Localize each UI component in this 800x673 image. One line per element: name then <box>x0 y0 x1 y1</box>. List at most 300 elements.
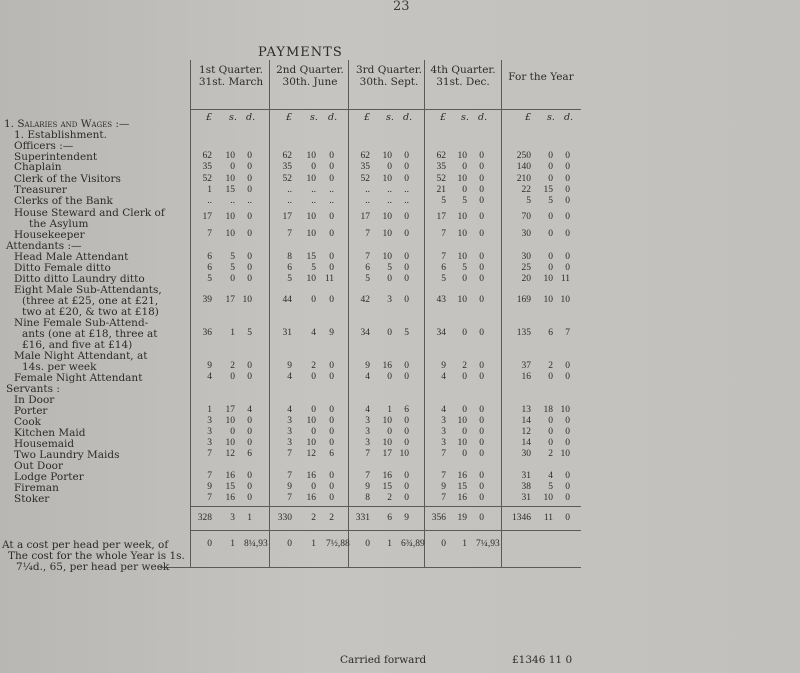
cell-cost: 0 <box>441 539 446 549</box>
cell-treasurer: .. <box>387 185 392 195</box>
cell-lodge-porter: 31 <box>521 471 531 481</box>
cell-house-steward: 70 <box>521 212 531 222</box>
cell-clerk-visitors: 0 <box>247 174 252 184</box>
lsd-header: s. <box>461 112 469 123</box>
cell-clerks-bank: 5 <box>548 196 553 206</box>
cell-house-steward: 10 <box>225 212 235 222</box>
cell-house-steward: 17 <box>436 212 446 222</box>
cell-stoker: 10 <box>543 493 553 503</box>
cell-housekeeper: 0 <box>404 229 409 239</box>
subtotal-rule <box>190 506 581 507</box>
cell-house-steward: 17 <box>202 212 212 222</box>
cell-stoker: 8 <box>365 493 370 503</box>
cell-lodge-porter: 7 <box>365 471 370 481</box>
cell-ditto-female: 25 <box>521 263 531 273</box>
cell-stoker: 0 <box>479 493 484 503</box>
cell-totals: 2 <box>311 513 316 523</box>
cell-head-male: 0 <box>404 252 409 262</box>
cell-stoker: 7 <box>441 493 446 503</box>
cell-stoker: 16 <box>306 493 316 503</box>
cell-lodge-porter: 16 <box>382 471 392 481</box>
cell-laundry-maids: 12 <box>225 449 235 459</box>
cell-eight-male: 43 <box>436 295 446 305</box>
cell-housemaid: 3 <box>365 438 370 448</box>
cell-cost: 1 <box>230 539 235 549</box>
lsd-header: £ <box>206 112 213 123</box>
cell-clerk-visitors: 10 <box>382 174 392 184</box>
label-servants: Servants : <box>6 383 60 395</box>
cell-head-male: 7 <box>441 252 446 262</box>
cell-laundry-maids: 10 <box>399 449 409 459</box>
carried-forward-amount: £1346 11 0 <box>512 654 573 666</box>
cell-ditto-female: 0 <box>565 263 570 273</box>
cell-totals: 11 <box>543 513 553 523</box>
label-eight-male: Eight Male Sub-Attendants, <box>14 284 162 296</box>
cell-cook: 14 <box>521 416 531 426</box>
cell-cook: 10 <box>457 416 467 426</box>
cell-chaplain: 0 <box>329 162 334 172</box>
cell-superintendent: 10 <box>457 151 467 161</box>
cell-treasurer: 15 <box>225 185 235 195</box>
label-cost-2: The cost for the whole Year is 1s. <box>8 550 185 562</box>
cell-male-night: 9 <box>365 361 370 371</box>
cell-cook: 3 <box>365 416 370 426</box>
cell-male-night: 2 <box>462 361 467 371</box>
cell-kitchen-maid: 0 <box>548 427 553 437</box>
cell-head-male: 7 <box>365 252 370 262</box>
cell-clerks-bank: .. <box>329 196 334 206</box>
cell-porter: 17 <box>225 405 235 415</box>
page-title: PAYMENTS <box>258 45 343 60</box>
cell-nine-female: 135 <box>516 328 531 338</box>
cell-treasurer: 0 <box>565 185 570 195</box>
cell-clerks-bank: .. <box>207 196 212 206</box>
cell-head-male: 0 <box>329 252 334 262</box>
cell-stoker: 0 <box>247 493 252 503</box>
cell-nine-female: 1 <box>230 328 235 338</box>
cell-eight-male: 10 <box>457 295 467 305</box>
cell-treasurer: 21 <box>436 185 446 195</box>
cell-cook: 3 <box>287 416 292 426</box>
cell-cost: 1 <box>387 539 392 549</box>
cell-male-night: 9 <box>207 361 212 371</box>
cell-stoker: 7 <box>207 493 212 503</box>
cell-fireman: 15 <box>457 482 467 492</box>
cell-male-night: 2 <box>230 361 235 371</box>
cell-ditto-laundry: 20 <box>521 274 531 284</box>
cell-clerk-visitors: 0 <box>479 174 484 184</box>
cell-eight-male: 0 <box>329 295 334 305</box>
cell-superintendent: 10 <box>225 151 235 161</box>
cell-clerks-bank: .. <box>311 196 316 206</box>
cell-head-male: 0 <box>247 252 252 262</box>
cell-housemaid: 10 <box>306 438 316 448</box>
cell-fireman: 0 <box>479 482 484 492</box>
cell-laundry-maids: 6 <box>247 449 252 459</box>
cell-cost: 0 <box>365 539 370 549</box>
cell-ditto-female: 5 <box>462 263 467 273</box>
cell-treasurer: 0 <box>462 185 467 195</box>
cell-house-steward: 17 <box>282 212 292 222</box>
cell-housekeeper: 10 <box>306 229 316 239</box>
cell-chaplain: 0 <box>230 162 235 172</box>
cell-housemaid: 0 <box>404 438 409 448</box>
cell-lodge-porter: 0 <box>247 471 252 481</box>
cell-laundry-maids: 0 <box>479 449 484 459</box>
cell-lodge-porter: 0 <box>479 471 484 481</box>
cell-nine-female: 7 <box>565 328 570 338</box>
cell-nine-female: 6 <box>548 328 553 338</box>
cell-female-night: 16 <box>521 372 531 382</box>
label-superintendent: Superintendent <box>14 151 98 163</box>
lsd-header: d. <box>564 112 574 123</box>
cell-clerks-bank: .. <box>404 196 409 206</box>
cell-lodge-porter: 7 <box>207 471 212 481</box>
cell-chaplain: 35 <box>360 162 370 172</box>
cell-treasurer: 1 <box>207 185 212 195</box>
cell-porter: 4 <box>247 405 252 415</box>
lsd-header: d. <box>403 112 413 123</box>
cell-housekeeper: 0 <box>329 229 334 239</box>
cell-female-night: 0 <box>329 372 334 382</box>
cell-kitchen-maid: 12 <box>521 427 531 437</box>
cell-female-night: 0 <box>247 372 252 382</box>
cell-housemaid: 10 <box>457 438 467 448</box>
cell-cook: 0 <box>548 416 553 426</box>
cell-superintendent: 0 <box>329 151 334 161</box>
label-nine-female-cont: ants (one at £18, three at <box>22 328 158 340</box>
label-treasurer: Treasurer <box>14 184 67 196</box>
carried-forward-label: Carried forward <box>340 654 427 666</box>
cell-lodge-porter: 16 <box>306 471 316 481</box>
cell-nine-female: 36 <box>202 328 212 338</box>
cell-ditto-laundry: 0 <box>247 274 252 284</box>
cell-housekeeper: 7 <box>365 229 370 239</box>
cell-cost: 6¾,89 <box>401 539 425 549</box>
cell-housekeeper: 0 <box>479 229 484 239</box>
label-eight-male-cont: two at £20, & two at £18) <box>22 306 159 318</box>
cell-kitchen-maid: 3 <box>441 427 446 437</box>
cell-treasurer: .. <box>404 185 409 195</box>
cell-totals: 1346 <box>512 513 531 523</box>
cell-fireman: 38 <box>521 482 531 492</box>
cell-fireman: 0 <box>311 482 316 492</box>
cell-clerk-visitors: 10 <box>225 174 235 184</box>
cell-house-steward: 17 <box>360 212 370 222</box>
cell-eight-male: 0 <box>311 295 316 305</box>
lsd-header: £ <box>440 112 447 123</box>
cell-housemaid: 10 <box>382 438 392 448</box>
cell-head-male: 0 <box>479 252 484 262</box>
label-chaplain: Chaplain <box>14 161 62 173</box>
bottom-rule <box>160 567 581 568</box>
label-out-door: Out Door <box>14 460 64 472</box>
cell-housekeeper: 7 <box>287 229 292 239</box>
cell-house-steward: 10 <box>306 212 316 222</box>
label-male-night: Male Night Attendant, at <box>14 350 148 362</box>
label-clerk-visitors: Clerk of the Visitors <box>14 173 121 185</box>
cell-house-steward: 0 <box>565 212 570 222</box>
cell-totals: 0 <box>479 513 484 523</box>
cell-housemaid: 0 <box>329 438 334 448</box>
cell-chaplain: 35 <box>202 162 212 172</box>
cell-housekeeper: 7 <box>441 229 446 239</box>
cell-superintendent: 62 <box>282 151 292 161</box>
col-header-q4: 4th Quarter. 31st. Dec. <box>430 64 496 88</box>
cell-treasurer: 22 <box>521 185 531 195</box>
cell-totals: 2 <box>329 513 334 523</box>
cell-fireman: 0 <box>565 482 570 492</box>
cell-treasurer: .. <box>287 185 292 195</box>
lsd-header: £ <box>286 112 293 123</box>
label-stoker: Stoker <box>14 493 50 505</box>
cell-female-night: 0 <box>404 372 409 382</box>
cell-female-night: 0 <box>311 372 316 382</box>
cell-laundry-maids: 7 <box>207 449 212 459</box>
cell-head-male: 30 <box>521 252 531 262</box>
cell-housemaid: 0 <box>565 438 570 448</box>
cell-porter: 4 <box>287 405 292 415</box>
cell-clerks-bank: .. <box>365 196 370 206</box>
cell-ditto-laundry: 0 <box>462 274 467 284</box>
cell-housemaid: 0 <box>479 438 484 448</box>
cell-fireman: 9 <box>441 482 446 492</box>
lsd-header: d. <box>478 112 488 123</box>
cell-clerk-visitors: 10 <box>457 174 467 184</box>
cell-clerk-visitors: 0 <box>404 174 409 184</box>
cell-head-male: 8 <box>287 252 292 262</box>
label-cost-3: 7¼d., 65, per head per week <box>16 561 170 573</box>
page-number: 23 <box>393 0 410 14</box>
cell-ditto-female: 0 <box>404 263 409 273</box>
cell-ditto-female: 5 <box>230 263 235 273</box>
cell-laundry-maids: 12 <box>306 449 316 459</box>
cell-stoker: 0 <box>329 493 334 503</box>
cell-housekeeper: 0 <box>548 229 553 239</box>
cell-totals: 9 <box>404 513 409 523</box>
cell-eight-male: 39 <box>202 295 212 305</box>
cell-chaplain: 140 <box>516 162 531 172</box>
cell-superintendent: 0 <box>404 151 409 161</box>
cell-ditto-female: 6 <box>287 263 292 273</box>
cell-porter: 1 <box>387 405 392 415</box>
cell-nine-female: 0 <box>479 328 484 338</box>
cell-porter: 4 <box>441 405 446 415</box>
cell-superintendent: 0 <box>565 151 570 161</box>
cell-female-night: 4 <box>287 372 292 382</box>
cell-porter: 13 <box>521 405 531 415</box>
cell-totals: 1 <box>247 513 252 523</box>
cell-cost: 7¼,93 <box>476 539 500 549</box>
cell-nine-female: 5 <box>247 328 252 338</box>
cell-cook: 0 <box>247 416 252 426</box>
cell-chaplain: 0 <box>247 162 252 172</box>
cell-porter: 0 <box>479 405 484 415</box>
cell-ditto-female: 5 <box>387 263 392 273</box>
cell-female-night: 0 <box>565 372 570 382</box>
label-attendants: Attendants :— <box>6 240 82 252</box>
cell-clerks-bank: 0 <box>565 196 570 206</box>
cell-laundry-maids: 30 <box>521 449 531 459</box>
cell-ditto-laundry: 11 <box>560 274 570 284</box>
cell-head-male: 6 <box>207 252 212 262</box>
lsd-header: s. <box>310 112 318 123</box>
cell-lodge-porter: 16 <box>225 471 235 481</box>
cell-cost: 8¼,93 <box>244 539 268 549</box>
cell-ditto-laundry: 5 <box>365 274 370 284</box>
cell-totals: 330 <box>277 513 292 523</box>
cell-female-night: 0 <box>462 372 467 382</box>
cell-clerks-bank: 5 <box>462 196 467 206</box>
cell-kitchen-maid: 3 <box>207 427 212 437</box>
cell-nine-female: 9 <box>329 328 334 338</box>
cell-cook: 0 <box>329 416 334 426</box>
label-in-door: In Door <box>14 394 55 406</box>
cell-clerks-bank: 5 <box>441 196 446 206</box>
cell-chaplain: 0 <box>565 162 570 172</box>
cell-cost: 0 <box>207 539 212 549</box>
cell-ditto-laundry: 5 <box>207 274 212 284</box>
lsd-header: d. <box>246 112 256 123</box>
cell-cook: 3 <box>207 416 212 426</box>
cell-superintendent: 62 <box>202 151 212 161</box>
cell-nine-female: 34 <box>436 328 446 338</box>
lsd-header: £ <box>364 112 371 123</box>
cell-ditto-female: 0 <box>329 263 334 273</box>
cell-porter: 10 <box>560 405 570 415</box>
cell-head-male: 0 <box>548 252 553 262</box>
label-cost-1: At a cost per head per week, of <box>2 539 169 551</box>
cell-porter: 18 <box>543 405 553 415</box>
cell-lodge-porter: 7 <box>287 471 292 481</box>
cell-chaplain: 0 <box>479 162 484 172</box>
cell-housekeeper: 0 <box>247 229 252 239</box>
cell-stoker: 0 <box>565 493 570 503</box>
label-ditto-female: Ditto Female ditto <box>14 262 111 274</box>
cell-totals: 328 <box>197 513 212 523</box>
cell-totals: 331 <box>355 513 370 523</box>
cell-female-night: 4 <box>365 372 370 382</box>
cell-nine-female: 4 <box>311 328 316 338</box>
cell-housemaid: 0 <box>548 438 553 448</box>
cell-clerk-visitors: 0 <box>565 174 570 184</box>
cell-clerks-bank: .. <box>287 196 292 206</box>
cell-female-night: 4 <box>207 372 212 382</box>
cell-clerk-visitors: 52 <box>282 174 292 184</box>
cell-laundry-maids: 2 <box>548 449 553 459</box>
cell-kitchen-maid: 0 <box>311 427 316 437</box>
cell-lodge-porter: 0 <box>404 471 409 481</box>
cell-fireman: 0 <box>404 482 409 492</box>
cell-kitchen-maid: 0 <box>462 427 467 437</box>
cell-treasurer: 0 <box>479 185 484 195</box>
cell-eight-male: 10 <box>560 295 570 305</box>
cell-totals: 6 <box>387 513 392 523</box>
cell-laundry-maids: 6 <box>329 449 334 459</box>
cell-chaplain: 35 <box>436 162 446 172</box>
cell-lodge-porter: 16 <box>457 471 467 481</box>
cell-female-night: 0 <box>387 372 392 382</box>
cell-clerks-bank: .. <box>387 196 392 206</box>
cell-cook: 10 <box>225 416 235 426</box>
total-rule <box>190 530 581 531</box>
cell-laundry-maids: 7 <box>441 449 446 459</box>
cell-head-male: 10 <box>457 252 467 262</box>
cell-housekeeper: 7 <box>207 229 212 239</box>
label-male-night-cont: 14s. per week <box>22 361 97 373</box>
cell-superintendent: 10 <box>382 151 392 161</box>
cell-superintendent: 0 <box>548 151 553 161</box>
cell-cook: 10 <box>382 416 392 426</box>
cell-housekeeper: 0 <box>565 229 570 239</box>
cell-lodge-porter: 7 <box>441 471 446 481</box>
cell-porter: 4 <box>365 405 370 415</box>
cell-housekeeper: 10 <box>225 229 235 239</box>
cell-clerk-visitors: 0 <box>329 174 334 184</box>
cell-chaplain: 0 <box>404 162 409 172</box>
cell-fireman: 15 <box>382 482 392 492</box>
cell-ditto-female: 0 <box>548 263 553 273</box>
cell-ditto-female: 0 <box>247 263 252 273</box>
cell-chaplain: 0 <box>387 162 392 172</box>
cell-kitchen-maid: 0 <box>230 427 235 437</box>
cell-ditto-laundry: 10 <box>543 274 553 284</box>
cell-totals: 356 <box>431 513 446 523</box>
cell-porter: 1 <box>207 405 212 415</box>
cell-house-steward: 0 <box>479 212 484 222</box>
cell-kitchen-maid: 0 <box>247 427 252 437</box>
cell-totals: 0 <box>565 513 570 523</box>
cell-stoker: 2 <box>387 493 392 503</box>
cell-laundry-maids: 7 <box>287 449 292 459</box>
cell-male-night: 0 <box>404 361 409 371</box>
cell-housekeeper: 30 <box>521 229 531 239</box>
cell-housemaid: 0 <box>247 438 252 448</box>
cell-porter: 0 <box>311 405 316 415</box>
cell-kitchen-maid: 0 <box>404 427 409 437</box>
cell-kitchen-maid: 3 <box>287 427 292 437</box>
label-nine-female: Nine Female Sub-Attend- <box>14 317 149 329</box>
cell-eight-male: 42 <box>360 295 370 305</box>
cell-superintendent: 0 <box>479 151 484 161</box>
cell-head-male: 15 <box>306 252 316 262</box>
cell-nine-female: 5 <box>404 328 409 338</box>
cell-cost: 0 <box>287 539 292 549</box>
cell-clerk-visitors: 52 <box>360 174 370 184</box>
cell-kitchen-maid: 3 <box>365 427 370 437</box>
cell-totals: 3 <box>230 513 235 523</box>
cell-treasurer: .. <box>329 185 334 195</box>
cell-treasurer: 15 <box>543 185 553 195</box>
cell-clerk-visitors: 10 <box>306 174 316 184</box>
cell-ditto-female: 0 <box>479 263 484 273</box>
label-head-male: Head Male Attendant <box>14 251 129 263</box>
cell-house-steward: 0 <box>329 212 334 222</box>
lsd-header: £ <box>525 112 532 123</box>
cell-fireman: 9 <box>207 482 212 492</box>
cell-head-male: 0 <box>565 252 570 262</box>
cell-kitchen-maid: 0 <box>329 427 334 437</box>
label-eight-male-cont: (three at £25, one at £21, <box>22 295 159 307</box>
cell-superintendent: 0 <box>247 151 252 161</box>
cell-lodge-porter: 0 <box>565 471 570 481</box>
cell-clerk-visitors: 0 <box>548 174 553 184</box>
cell-ditto-laundry: 0 <box>404 274 409 284</box>
cell-nine-female: 0 <box>387 328 392 338</box>
cell-housemaid: 10 <box>225 438 235 448</box>
cell-chaplain: 0 <box>311 162 316 172</box>
cell-house-steward: 0 <box>548 212 553 222</box>
